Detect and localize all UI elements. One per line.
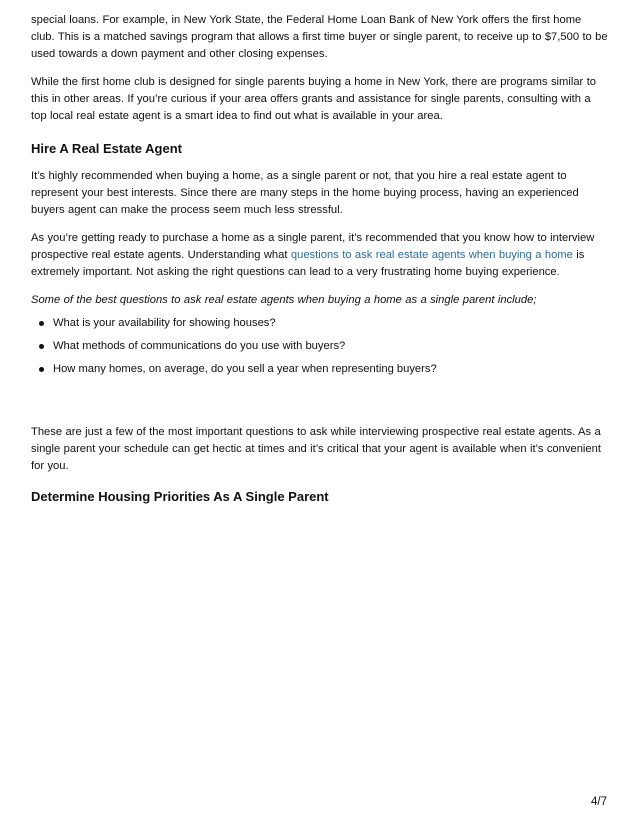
questions-to-ask-link[interactable]: questions to ask real estate agents when buying a home [290,249,573,261]
paragraph-questions-intro: Some of the best questions to ask real estate agents when buying a home as a single parent include; [31,294,537,306]
paragraph-other-areas: While the first home club is designed for single parents buying a home in New York, there are programs similar to this in other areas. If you’re curious if your area offers grants and assistance for single parents, consulting with a top local real estate agent is a smart idea to find out what is available in your area. [31,76,597,122]
list-item-text: What methods of communications do you use with buyers? [53,340,346,352]
paragraph-first-home-club: special loans. For example, in New York State, the Federal Home Loan Bank of New York offers the first home club. This is a matched savings program that allows a first time buyer or single parent, to receive up to $7,500 to be used towards a down payment and other closing expenses. [31,14,608,60]
paragraph-hire-agent: It’s highly recommended when buying a home, as a single parent or not, that you hire a real estate agent to represent your best interests. Since there are many steps in the home buying process, having an experienced buyers agent can make the process seem much less stressful. [31,170,579,216]
bullet-icon [39,321,44,326]
heading-housing-priorities: Determine Housing Priorities As A Single Parent [31,489,329,504]
bullet-icon [39,367,44,372]
list-item [39,361,608,378]
paragraph-closing: These are just a few of the most important questions to ask while interviewing prospective real estate agents. As a single parent your schedule can get hectic at times and it’s critical that your agent is available when it’s convenient for you. [31,426,601,472]
list-item-text: How many homes, on average, do you sell a year when representing buyers? [53,363,437,375]
page-number: 4/7 [591,796,607,808]
interview-text-before: As you’re getting ready to purchase a home as a single parent, it’s recommended that you know how to interview prospective real estate agents. Understanding what [31,232,595,261]
list-item [39,315,608,332]
questions-list [31,315,608,378]
interview-text-after: is extremely important. Not asking the right questions can lead to a very frustrating home buying experience. [31,249,585,278]
list-item-text: What is your availability for showing houses? [53,317,276,329]
paragraph-interview-agents [31,230,608,281]
bullet-icon [39,344,44,349]
list-item [39,338,608,355]
heading-hire-agent: Hire A Real Estate Agent [31,141,182,156]
